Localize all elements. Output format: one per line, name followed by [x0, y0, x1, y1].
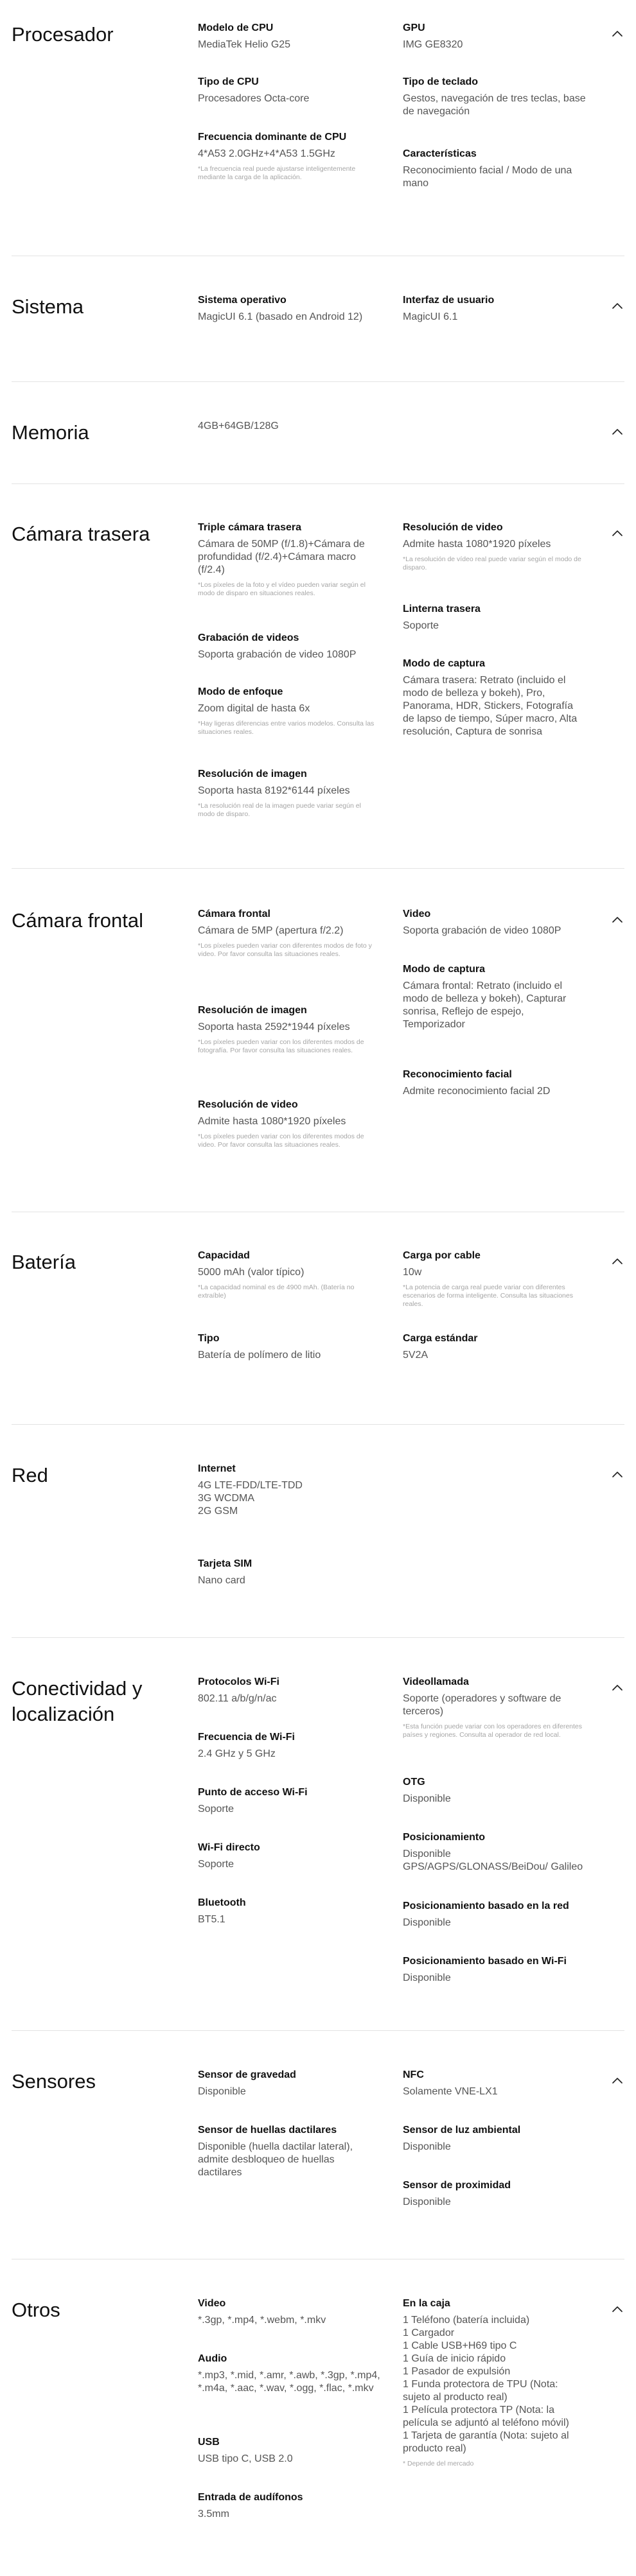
spec-item	[403, 148, 586, 190]
chevron-up-icon	[610, 299, 624, 313]
spec-label: Tipo de teclado	[403, 76, 479, 87]
spec-item	[198, 131, 381, 182]
spec-label: Modo de captura	[403, 658, 486, 669]
spec-footnote: *Los píxeles pueden variar con los diferentes modos de video. Por favor consulta las situaciones reales.	[198, 1133, 364, 1149]
spec-item	[198, 1463, 381, 1518]
spec-footnote: *La potencia de carga real puede variar con diferentes escenarios de forma inteligente. Consulta las situaciones reales.	[403, 1284, 573, 1308]
spec-value: Cámara de 50MP (f/1.8)+Cámara de profundidad (f/2.4)+Cámara macro (f/2.4)	[198, 539, 365, 575]
spec-value: USB tipo C, USB 2.0	[198, 2453, 293, 2464]
spec-item	[198, 1841, 381, 1871]
spec-value: Cámara frontal: Retrato (incluido el modo de belleza y bokeh), Capturar sonrisa, Reflejo de espejo, Temporizador	[403, 980, 567, 1030]
spec-item	[198, 1099, 381, 1149]
section-title: Otros	[12, 2299, 60, 2321]
spec-item	[198, 1731, 381, 1761]
spec-value: 2.4 GHz y 5 GHz	[198, 1748, 276, 1759]
spec-value: Batería de polímero de litio	[198, 1350, 321, 1361]
spec-label: Carga por cable	[403, 1250, 481, 1261]
spec-label: Punto de acceso Wi-Fi	[198, 1787, 308, 1798]
spec-item	[403, 2297, 586, 2468]
spec-item	[198, 2297, 381, 2327]
spec-value: 4G LTE-FDD/LTE-TDD 3G WCDMA 2G GSM	[198, 1480, 303, 1517]
spec-label: USB	[198, 2437, 220, 2448]
spec-item	[198, 22, 381, 51]
spec-value: Soporte (operadores y software de terceros)	[403, 1693, 561, 1717]
spec-value: Soporta hasta 8192*6144 píxeles	[198, 785, 350, 796]
spec-label: Linterna trasera	[403, 604, 481, 614]
spec-item	[198, 632, 381, 661]
spec-value: 802.11 a/b/g/n/ac	[198, 1693, 277, 1704]
spec-item	[403, 963, 586, 1031]
section-title: Batería	[12, 1251, 76, 1273]
spec-value: Soporta hasta 2592*1944 píxeles	[198, 1022, 350, 1032]
spec-label: Modo de enfoque	[198, 686, 283, 697]
spec-item	[403, 2124, 586, 2154]
spec-value: Disponible	[403, 2141, 451, 2152]
collapse-toggle-button[interactable]	[610, 1468, 624, 1482]
spec-label: Frecuencia de Wi-Fi	[198, 1732, 295, 1743]
spec-item	[198, 1249, 381, 1300]
chevron-up-icon	[610, 1468, 624, 1482]
spec-label: Wi-Fi directo	[198, 1842, 260, 1853]
collapse-toggle-button[interactable]	[610, 299, 624, 313]
spec-footnote: *La resolución de vídeo real puede variar según el modo de disparo.	[403, 555, 581, 571]
spec-value: Cámara de 5MP (apertura f/2.2)	[198, 925, 344, 936]
collapse-toggle-button[interactable]	[610, 527, 624, 541]
spec-value: 1 Teléfono (batería incluida) 1 Cargador 1 Cable USB+H69 tipo C 1 Guía de inicio rápido 1 Pasador de expulsión 1 Funda protectora de TPU (Nota: sujeto al producto real) 1 Película protectora TP (Nota: la película se adjuntó al teléfono móvil) 1 Tarjeta de garantía (Nota: sujeto al producto real)	[403, 2315, 569, 2454]
spec-label: Tipo	[198, 1333, 220, 1344]
spec-value: *.mp3, *.mid, *.amr, *.awb, *.3gp, *.mp4, *.m4a, *.aac, *.wav, *.ogg, *.flac, *.mkv	[198, 2370, 380, 2394]
spec-item	[403, 521, 586, 572]
spec-value: 3.5mm	[198, 2509, 229, 2519]
spec-label: Video	[403, 909, 431, 919]
spec-footnote: *Los píxeles de la foto y el vídeo pueden variar según el modo de disparo en situaciones reales.	[198, 581, 366, 597]
spec-item	[403, 1249, 586, 1309]
spec-label: Resolución de imagen	[198, 769, 307, 779]
spec-item	[403, 294, 586, 324]
spec-item	[403, 1955, 586, 1985]
spec-label: Interfaz de usuario	[403, 295, 495, 306]
spec-value: BT5.1	[198, 1914, 225, 1925]
spec-value: Disponible	[198, 2086, 246, 2097]
spec-footnote: *Los píxeles pueden variar con diferentes modos de foto y video. Por favor consulta las situaciones reales.	[198, 942, 372, 958]
section-title: Cámara frontal	[12, 909, 144, 932]
collapse-toggle-button[interactable]	[610, 2302, 624, 2317]
spec-item	[198, 1004, 381, 1055]
spec-item	[198, 2353, 381, 2395]
spec-value: Admite hasta 1080*1920 píxeles	[198, 1116, 346, 1127]
spec-label: Sensor de luz ambiental	[403, 2125, 521, 2136]
spec-value: *.3gp, *.mp4, *.webm, *.mkv	[198, 2315, 326, 2326]
spec-value: Solamente VNE-LX1	[403, 2086, 498, 2097]
spec-value: 4*A53 2.0GHz+4*A53 1.5GHz	[198, 148, 335, 159]
chevron-up-icon	[610, 527, 624, 541]
spec-label: Modo de captura	[403, 964, 486, 975]
section-divider	[12, 2030, 624, 2031]
spec-value: Reconocimiento facial / Modo de una mano	[403, 165, 572, 189]
chevron-up-icon	[610, 1255, 624, 1269]
spec-item	[198, 1786, 381, 1816]
spec-item	[403, 76, 586, 118]
spec-item	[403, 1676, 586, 1739]
spec-item	[198, 1676, 381, 1705]
spec-label: Sensor de gravedad	[198, 2069, 296, 2080]
spec-item	[198, 1332, 381, 1362]
spec-value: Admite reconocimiento facial 2D	[403, 1086, 551, 1097]
chevron-up-icon	[610, 2074, 624, 2088]
spec-value: Zoom digital de hasta 6x	[198, 703, 310, 714]
spec-label: Resolución de imagen	[198, 1005, 307, 1016]
spec-label: Posicionamiento basado en Wi-Fi	[403, 1956, 567, 1967]
spec-footnote: *Hay ligeras diferencias entre varios modelos. Consulta las situaciones reales.	[198, 720, 375, 736]
spec-label: Protocolos Wi-Fi	[198, 1676, 279, 1687]
spec-label: Frecuencia dominante de CPU	[198, 132, 347, 143]
spec-footnote: *Los píxeles pueden variar con los diferentes modos de fotografía. Por favor consulta las situaciones reales.	[198, 1038, 364, 1054]
spec-footnote: *La frecuencia real puede ajustarse inteligentemente mediante la carga de la aplicación.	[198, 165, 356, 181]
spec-footnote: *Esta función puede variar con los operadores en diferentes países y regiones. Consulta al operador de red local.	[403, 1723, 583, 1739]
spec-label: Audio	[198, 2353, 227, 2364]
spec-value: Admite hasta 1080*1920 píxeles	[403, 539, 551, 550]
collapse-toggle-button[interactable]	[610, 1681, 624, 1695]
spec-label: Resolución de video	[403, 522, 503, 533]
spec-label: Entrada de audífonos	[198, 2492, 303, 2503]
collapse-toggle-button[interactable]	[610, 1255, 624, 1269]
spec-label: Bluetooth	[198, 1897, 246, 1908]
spec-value: MediaTek Helio G25	[198, 39, 291, 50]
spec-label: Sensor de proximidad	[403, 2180, 511, 2191]
spec-item	[403, 1776, 586, 1806]
spec-label: En la caja	[403, 2298, 450, 2309]
spec-item	[403, 1332, 586, 1362]
section-title: Memoria	[12, 421, 89, 444]
spec-value: Disponible GPS/AGPS/GLONASS/BeiDou/ Galileo	[403, 1849, 583, 1872]
spec-item	[403, 1900, 586, 1929]
chevron-up-icon	[610, 1681, 624, 1695]
spec-item	[198, 2124, 381, 2179]
spec-item	[403, 1068, 586, 1098]
spec-label: Modelo de CPU	[198, 22, 274, 33]
spec-value: Soporta grabación de video 1080P	[403, 925, 561, 936]
spec-label: Posicionamiento basado en la red	[403, 1901, 569, 1911]
spec-label: Triple cámara trasera	[198, 522, 301, 533]
section-divider	[12, 1637, 624, 1638]
spec-item	[198, 76, 381, 105]
spec-value: 10w	[403, 1267, 422, 1278]
section-title: Sistema	[12, 295, 84, 318]
spec-item	[198, 908, 381, 959]
spec-item	[198, 2069, 381, 2098]
spec-label: Posicionamiento	[403, 1832, 486, 1843]
spec-value: 5000 mAh (valor típico)	[198, 1267, 305, 1278]
spec-value: IMG GE8320	[403, 39, 463, 50]
spec-label: Sistema operativo	[198, 295, 287, 306]
spec-label: Resolución de video	[198, 1099, 298, 1110]
collapse-toggle-button[interactable]	[610, 27, 624, 41]
spec-label: Tarjeta SIM	[198, 1558, 252, 1569]
spec-item	[198, 1897, 381, 1926]
chevron-up-icon	[610, 913, 624, 927]
spec-value: 4GB+64GB/128G	[198, 421, 279, 431]
section-divider	[12, 483, 624, 484]
collapse-toggle-button[interactable]	[610, 2074, 624, 2088]
spec-value: Disponible	[403, 2197, 451, 2207]
spec-label: OTG	[403, 1777, 425, 1788]
spec-value: Soporte	[198, 1859, 234, 1870]
spec-label: NFC	[403, 2069, 424, 2080]
spec-item	[403, 657, 586, 738]
spec-value: 5V2A	[403, 1350, 428, 1361]
spec-value: Disponible	[403, 1917, 451, 1928]
spec-footnote: *La capacidad nominal es de 4900 mAh. (Batería no extraíble)	[198, 1284, 355, 1300]
chevron-up-icon	[610, 27, 624, 41]
section-title: Sensores	[12, 2070, 96, 2093]
spec-item	[403, 908, 586, 937]
spec-value: MagicUI 6.1 (basado en Android 12)	[198, 311, 363, 322]
spec-item	[198, 420, 381, 433]
spec-label: Carga estándar	[403, 1333, 478, 1344]
spec-value: Nano card	[198, 1575, 245, 1586]
spec-label: Grabación de videos	[198, 632, 299, 643]
spec-value: MagicUI 6.1	[403, 311, 458, 322]
spec-item	[403, 2069, 586, 2098]
spec-label: Internet	[198, 1463, 236, 1474]
collapse-toggle-button[interactable]	[610, 913, 624, 927]
spec-item	[198, 2436, 381, 2466]
spec-footnote: *La resolución real de la imagen puede variar según el modo de disparo.	[198, 802, 361, 818]
spec-item	[198, 1558, 381, 1587]
spec-footnote: * Depende del mercado	[403, 2460, 474, 2467]
section-title: Procesador	[12, 23, 114, 46]
spec-value: Soporte	[403, 620, 439, 631]
spec-item	[198, 294, 381, 324]
spec-value: Gestos, navegación de tres teclas, base de navegación	[403, 93, 586, 117]
spec-label: Videollamada	[403, 1676, 469, 1687]
spec-label: Cámara frontal	[198, 909, 270, 919]
section-title: Conectividad y localización	[12, 1677, 143, 1725]
collapse-toggle-button[interactable]	[610, 425, 624, 439]
spec-label: Sensor de huellas dactilares	[198, 2125, 337, 2136]
spec-label: Características	[403, 148, 477, 159]
spec-value: Disponible (huella dactilar lateral), admite desbloqueo de huellas dactilares	[198, 2141, 353, 2178]
section-title: Red	[12, 1464, 48, 1486]
spec-value: Procesadores Octa-core	[198, 93, 310, 104]
section-divider	[12, 381, 624, 382]
section-divider	[12, 868, 624, 869]
spec-item	[198, 2491, 381, 2521]
spec-label: Tipo de CPU	[198, 76, 259, 87]
spec-item	[403, 22, 586, 51]
spec-label: Reconocimiento facial	[403, 1069, 512, 1080]
section-title: Cámara trasera	[12, 523, 150, 545]
section-divider	[12, 1424, 624, 1425]
spec-item	[198, 521, 381, 598]
spec-value: Disponible	[403, 1793, 451, 1804]
spec-label: Capacidad	[198, 1250, 250, 1261]
spec-item	[198, 686, 381, 736]
spec-value: Soporte	[198, 1804, 234, 1815]
spec-value: Soporta grabación de video 1080P	[198, 649, 357, 660]
spec-item	[403, 1831, 586, 1874]
spec-value: Cámara trasera: Retrato (incluido el modo de belleza y bokeh), Pro, Panorama, HDR, Stickers, Fotografía de lapso de tiempo, Súper macro, Alta resolución, Captura de sonrisa	[403, 675, 578, 737]
spec-item	[198, 768, 381, 819]
chevron-up-icon	[610, 425, 624, 439]
spec-item	[403, 603, 586, 632]
spec-label: GPU	[403, 22, 425, 33]
spec-value: Disponible	[403, 1972, 451, 1983]
chevron-up-icon	[610, 2302, 624, 2317]
spec-label: Video	[198, 2298, 226, 2309]
spec-item	[403, 2179, 586, 2209]
